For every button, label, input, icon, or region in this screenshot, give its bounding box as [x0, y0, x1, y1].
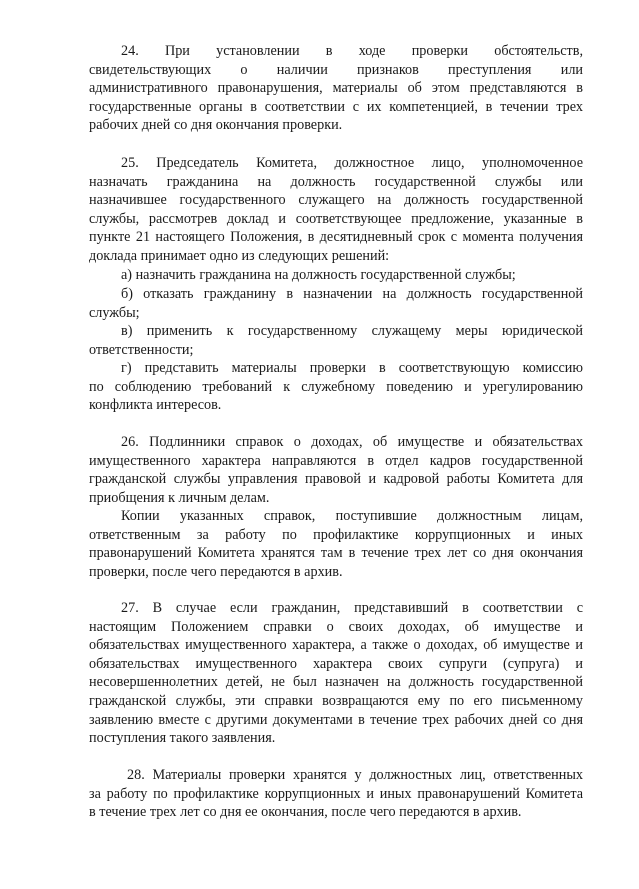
paragraph-28: [89, 766, 583, 822]
text-line: государственные органы в соответствии с их компетенцией, в течении трех: [89, 98, 583, 115]
text-line: пункте 21 настоящего Положения, в десятидневный срок с момента получения: [89, 229, 583, 246]
text-line: ответственности;: [89, 341, 194, 358]
paragraph-25-b: [89, 285, 583, 322]
text-line: а) назначить гражданина на должность государственной службы;: [121, 267, 516, 283]
text-line: ответственным за работу по профилактике коррупционных и иных: [89, 526, 583, 543]
paragraph-24: [89, 42, 583, 135]
paragraph-25-v: [89, 322, 583, 359]
text-line: правонарушений Комитета хранятся там в течение трех лет со дня окончания: [89, 545, 583, 562]
text-line: назначать гражданина на должность государственной службы или: [89, 173, 583, 190]
text-line: несовершеннолетних детей, не был назначен на должность государственной: [89, 674, 583, 691]
text-line: приобщения к личным делам.: [89, 489, 270, 506]
text-line: гражданской службы, эти справки возвращаются ему по его письменному: [89, 692, 583, 709]
text-line: за работу по профилактике коррупционных и иных правонарушений Комитета: [89, 785, 583, 802]
text-line: имущественного характера направляются в отдел кадров государственной: [89, 452, 583, 469]
text-line: конфликта интересов.: [89, 397, 222, 414]
text-line: поступления такого заявления.: [89, 730, 276, 747]
text-line: настоящим Положением справки о своих доходах, об имуществе и: [89, 618, 583, 635]
text-line: 24. При установлении в ходе проверки обстоятельств,: [121, 43, 583, 59]
text-line: службы, рассмотрев доклад и соответствующее предложение, указанные в: [89, 210, 583, 227]
text-line: 27. В случае если гражданин, представивший в соответствии с: [121, 600, 583, 616]
text-line: обязательствах имущественного характера, а также о доходах, об имуществе и: [89, 637, 583, 654]
paragraph-25-a: [89, 266, 583, 285]
text-line: в течение трех лет со дня ее окончания, после чего передаются в архив.: [89, 804, 522, 821]
text-line: службы;: [89, 304, 140, 321]
text-line: в) применить к государственному служащему меры юридической: [121, 323, 583, 339]
text-line: обязательствах имущественного характера своих супруги (супруга) и: [89, 655, 583, 672]
text-line: б) отказать гражданину в назначении на должность государственной: [121, 286, 583, 302]
text-line: административного правонарушения, материалы об этом представляются в: [89, 80, 583, 97]
text-line: свидетельствующих о наличии признаков преступления или: [89, 61, 583, 78]
paragraph-26: [89, 433, 583, 507]
text-line: 25. Председатель Комитета, должностное лицо, уполномоченное: [121, 155, 583, 171]
paragraph-27: [89, 599, 583, 748]
text-line: Копии указанных справок, поступившие должностным лицам,: [121, 508, 583, 524]
paragraph-26-copies: [89, 507, 583, 581]
text-line: проверки, после чего передаются в архив.: [89, 563, 343, 580]
text-line: рабочих дней со дня окончания проверки.: [89, 117, 343, 134]
paragraph-25: [89, 154, 583, 266]
paragraph-25-g: [89, 359, 583, 415]
text-line: гражданской службы управления правовой и кадровой работы Комитета для: [89, 471, 583, 488]
text-line: по соблюдению требований к служебному поведению и урегулированию: [89, 378, 583, 395]
text-line: г) представить материалы проверки в соответствующую комиссию: [121, 360, 583, 376]
text-line: заявлению вместе с другими документами в течение трех рабочих дней со дня: [89, 711, 583, 728]
text-line: 28. Материалы проверки хранятся у должностных лиц, ответственных: [127, 767, 583, 783]
text-line: назначившее государственного служащего на должность государственной: [89, 192, 583, 209]
text-line: доклада принимает одно из следующих решений:: [89, 247, 390, 264]
text-line: 26. Подлинники справок о доходах, об имуществе и обязательствах: [121, 434, 583, 450]
